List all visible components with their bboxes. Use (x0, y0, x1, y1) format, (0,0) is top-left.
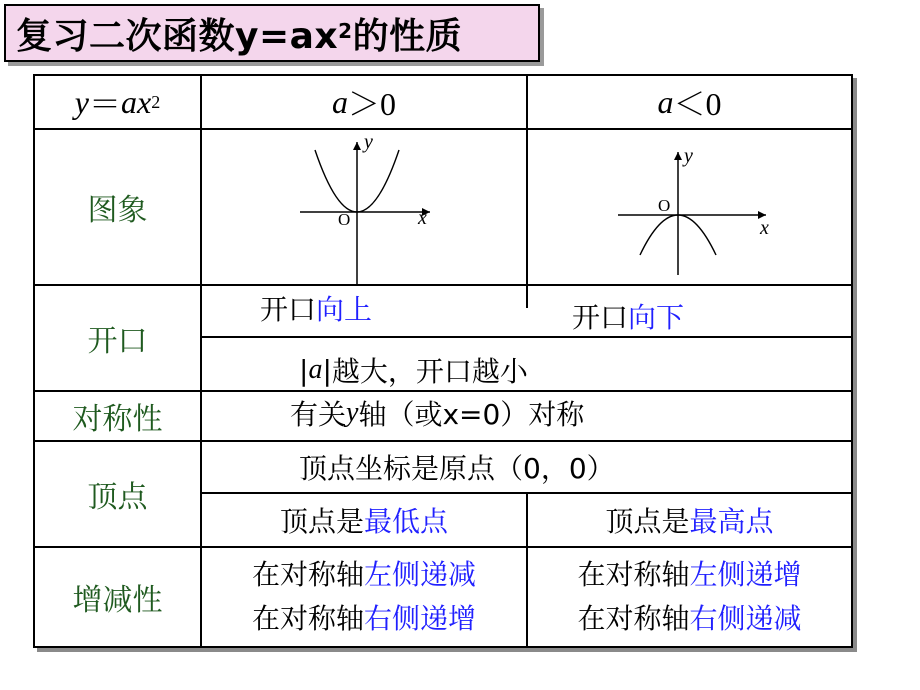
opening-direction-up: 向上 (316, 293, 373, 326)
vertex-common: 顶点坐标是原点（0，0） (299, 452, 615, 485)
symmetry-text (202, 392, 851, 440)
mono-prefix: 在对称轴 (251, 558, 364, 591)
header-a: a (657, 83, 674, 120)
symmetry-post: 轴（或x=0）对称 (358, 398, 585, 431)
title-suffix: 的性质 (352, 15, 463, 57)
vertex-negative (528, 494, 851, 546)
opening-size-text: 越大，开口越小 (331, 355, 528, 388)
mono-right-increase: 右侧递增 (364, 602, 477, 635)
slide-title (4, 4, 540, 62)
row-label-monotonicity: 增减性 (72, 583, 163, 618)
header-a: a (331, 83, 348, 120)
header-rel: ＜0 (673, 86, 722, 122)
header-rel: ＞0 (347, 86, 396, 122)
monotonicity-line (252, 553, 476, 597)
header-a-negative (528, 76, 851, 128)
header-function (35, 76, 200, 128)
header-eq: ＝ (88, 86, 121, 122)
monotonicity-line (577, 597, 801, 641)
opening-prefix: 开口 (260, 293, 317, 326)
header-y: y (74, 83, 89, 120)
symmetry-pre: 有关 (290, 398, 347, 431)
y-axis-label: y (364, 131, 373, 153)
mono-right-decrease: 右侧递减 (689, 602, 802, 635)
monotonicity-line (252, 597, 476, 641)
row-label-symmetry: 对称性 (72, 402, 163, 437)
properties-table (33, 74, 853, 648)
row-label-vertex: 顶点 (87, 480, 148, 515)
mono-left-increase: 左侧递增 (689, 558, 802, 591)
title-text: 复习二次函数y=ax (16, 15, 339, 57)
upward-parabola-figure (202, 130, 526, 284)
mono-prefix: 在对称轴 (577, 602, 690, 635)
row-label-graph: 图象 (87, 193, 148, 228)
abs-a: a (308, 354, 323, 385)
header-ax: ax (121, 83, 152, 120)
opening-size-rule: | a | 越大，开口越小 (202, 338, 851, 390)
mono-left-decrease: 左侧递减 (364, 558, 477, 591)
monotonicity-positive (202, 548, 526, 646)
mono-prefix: 在对称轴 (251, 602, 364, 635)
mono-prefix: 在对称轴 (577, 558, 690, 591)
opening-prefix: 开口 (572, 301, 629, 334)
x-axis-label: x (760, 217, 769, 239)
opening-direction-down: 向下 (628, 301, 685, 334)
vertex-prefix: 顶点是 (605, 505, 690, 538)
header-a-positive (202, 76, 526, 128)
vertex-positive (202, 494, 526, 546)
graph-upward-parabola (202, 130, 526, 284)
vertex-lowest: 最低点 (364, 505, 449, 538)
opening-negative (528, 286, 851, 336)
y-axis-label: y (684, 145, 693, 167)
monotonicity-line (577, 553, 801, 597)
vertex-prefix: 顶点是 (279, 505, 364, 538)
symmetry-y: y (346, 397, 359, 428)
opening-positive (202, 286, 526, 336)
monotonicity-negative (528, 548, 851, 646)
downward-parabola-figure (528, 130, 851, 284)
graph-downward-parabola (528, 130, 851, 284)
x-axis-label: x (418, 207, 427, 229)
header-sup: 2 (151, 91, 161, 112)
row-label-opening: 开口 (87, 324, 148, 359)
origin-label: O (658, 196, 671, 215)
origin-label: O (338, 210, 351, 229)
title-superscript: 2 (338, 19, 353, 43)
vertex-highest: 最高点 (689, 505, 774, 538)
